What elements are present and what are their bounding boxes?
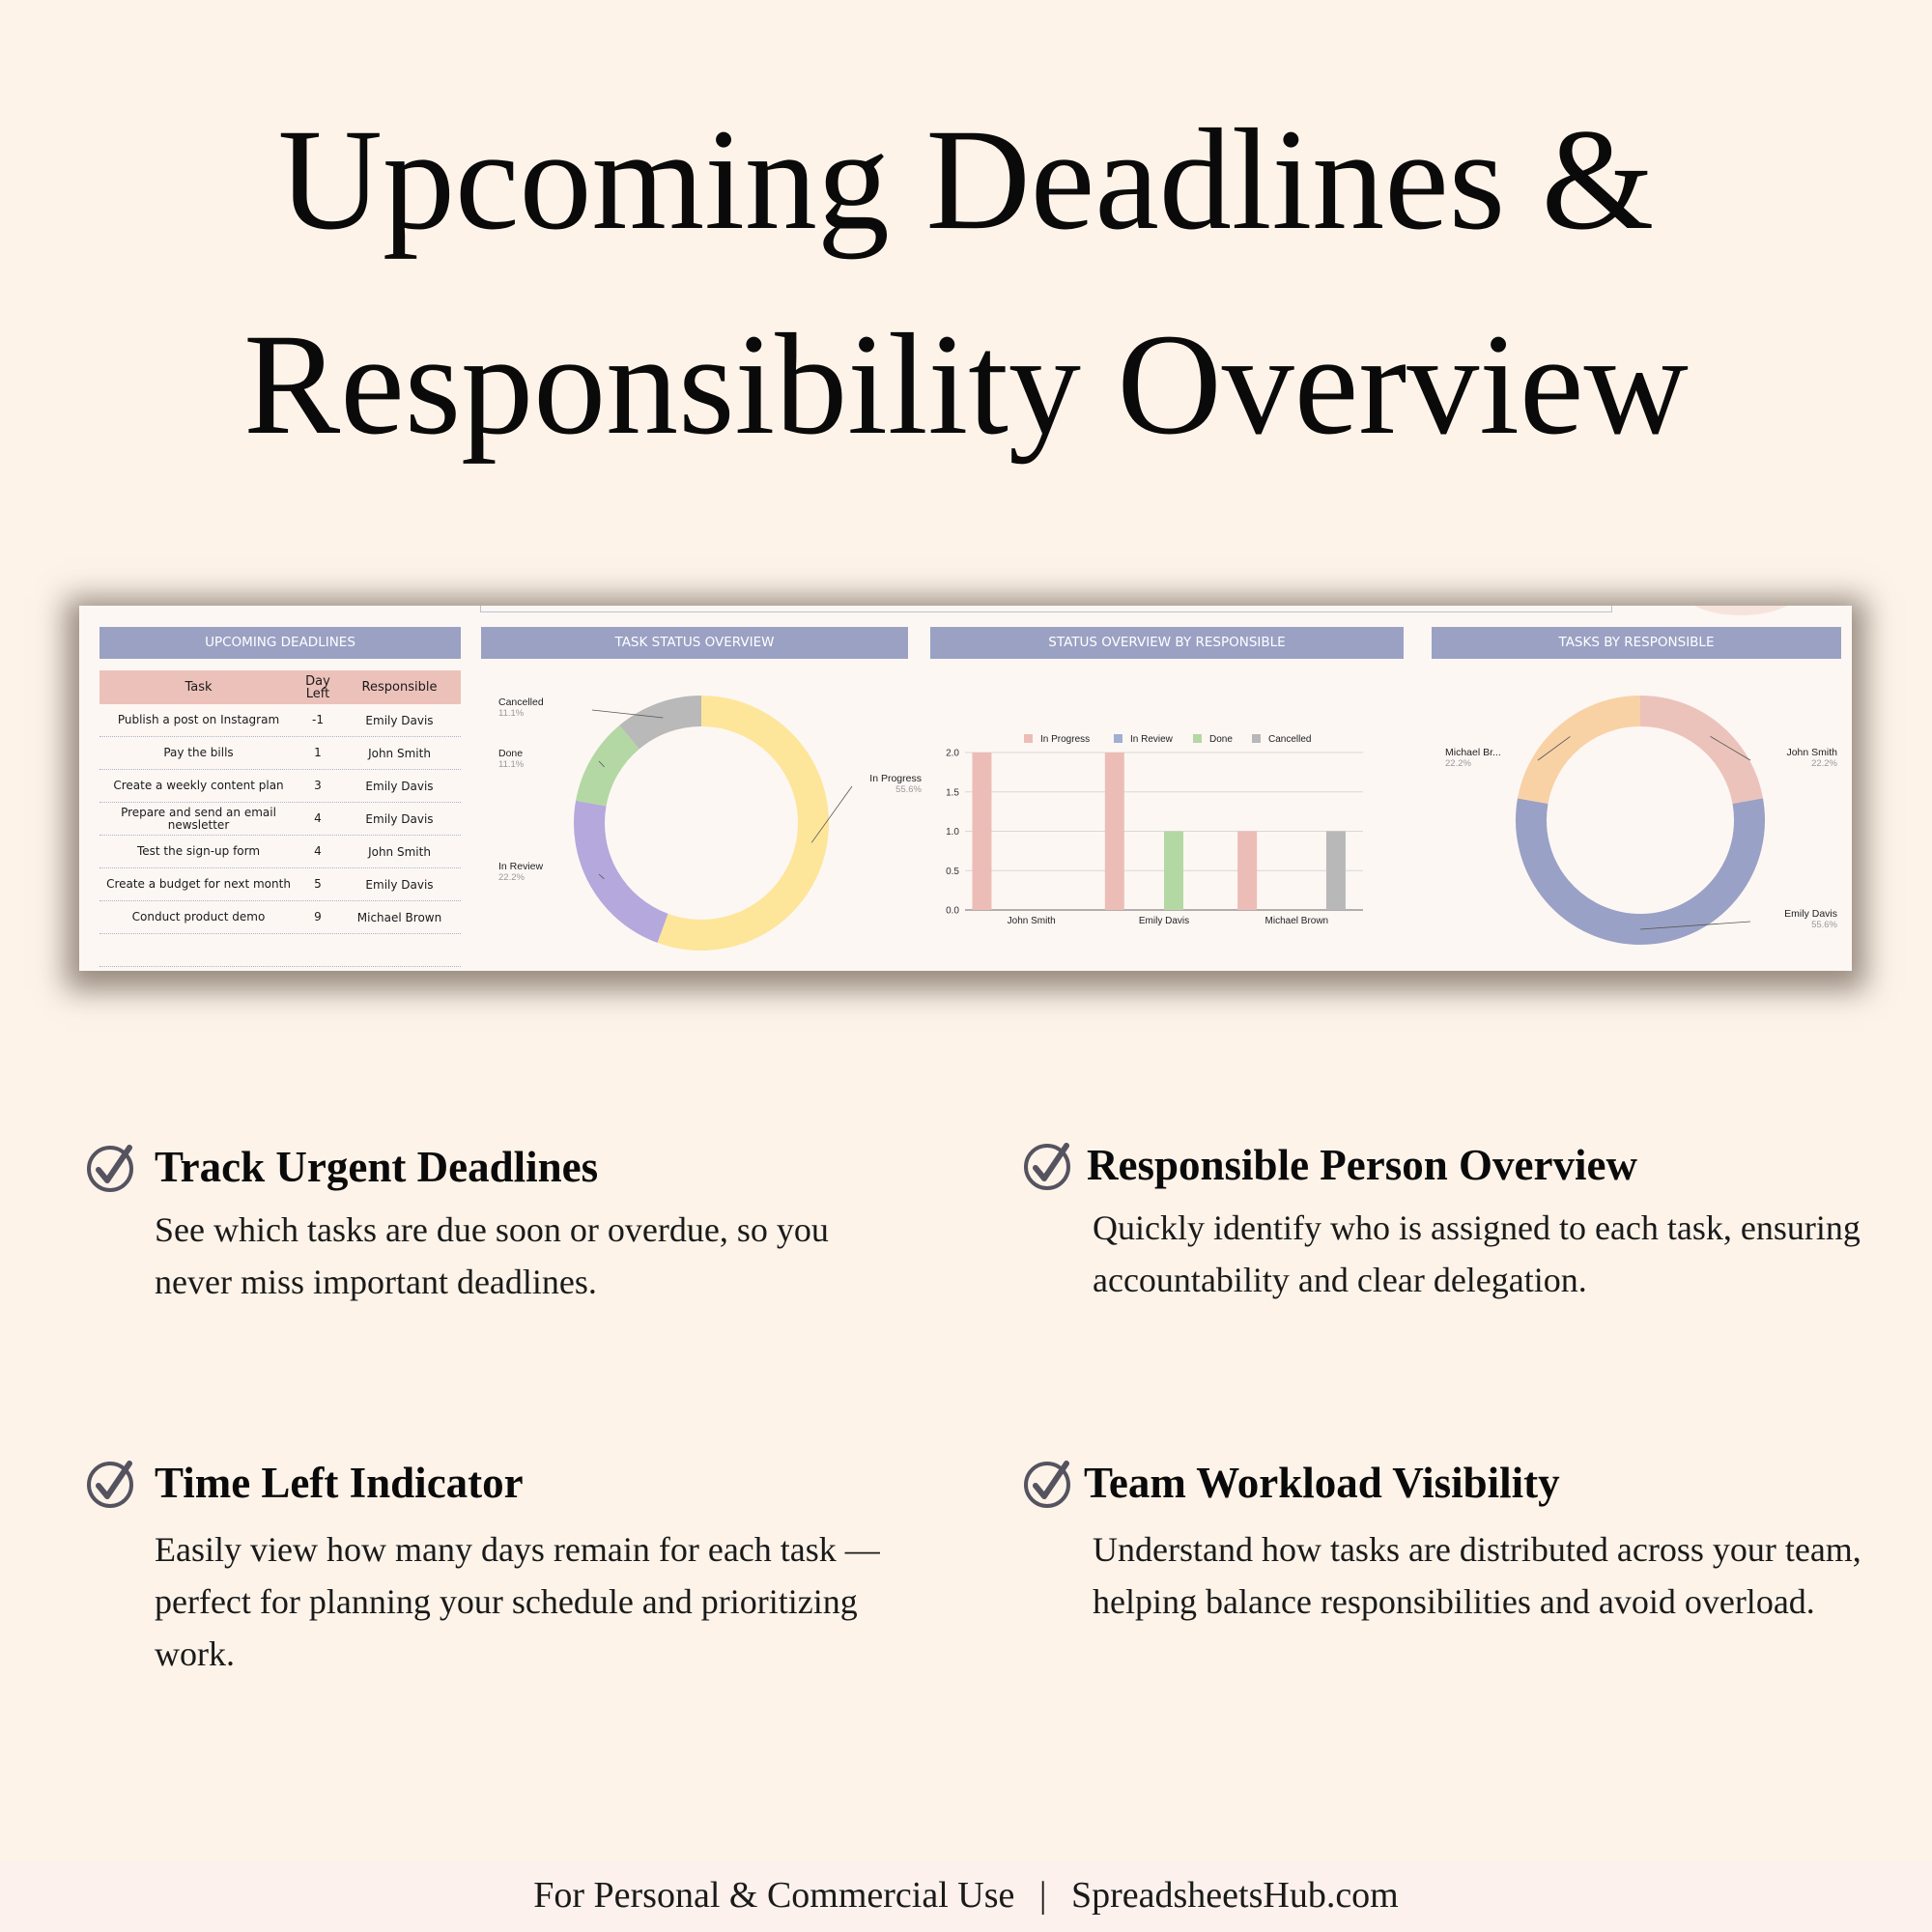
footer-separator: | [1038, 1875, 1047, 1916]
check-circle-icon [1022, 1142, 1072, 1192]
donut-label: Michael Br... [1445, 747, 1501, 758]
cell-task: Create a budget for next month [106, 877, 291, 891]
donut-value-label: 11.1% [498, 759, 525, 770]
donut-label: In Review [498, 861, 544, 872]
task-status-donut-chart [481, 664, 922, 963]
table-row [99, 901, 461, 934]
donut-label: John Smith [1786, 747, 1837, 758]
footer-website-link[interactable]: SpreadsheetsHub.com [1070, 1875, 1399, 1916]
cell-days-left: 4 [314, 811, 322, 825]
cell-responsible: John Smith [368, 746, 431, 760]
cell-responsible: Emily Davis [365, 779, 434, 793]
footer-usage-text: For Personal & Commercial Use [533, 1875, 1015, 1916]
legend-swatch [1024, 734, 1033, 743]
donut-label: Done [498, 748, 524, 759]
panel-header-tasks-by-responsible: TASKS BY RESPONSIBLE [1432, 627, 1841, 659]
donut-slice [589, 804, 663, 928]
cell-responsible: Michael Brown [356, 910, 442, 924]
cell-responsible: Emily Davis [365, 877, 434, 892]
cell-task: Prepare and send an email newsletter [121, 805, 276, 832]
feature-title: Team Workload Visibility [1084, 1459, 1560, 1507]
panel-header-task-status: TASK STATUS OVERVIEW [481, 627, 908, 659]
donut-label: In Progress [869, 773, 922, 784]
decorative-blob [1683, 606, 1799, 615]
feature-team-workload-visibility [1022, 1456, 1891, 1697]
cell-days-left: 9 [314, 910, 322, 923]
legend-label: In Progress [1040, 734, 1091, 745]
cell-task: Create a weekly content plan [113, 779, 284, 792]
bar [1164, 832, 1183, 911]
dashboard-top-frame [480, 606, 1612, 612]
status-by-responsible-bar-chart [930, 664, 1404, 963]
cell-task: Publish a post on Instagram [117, 713, 280, 726]
table-row [99, 737, 461, 770]
donut-value-label: 55.6% [895, 784, 922, 795]
legend-swatch [1252, 734, 1261, 743]
donut-value-label: 11.1% [498, 708, 525, 719]
table-row [99, 704, 461, 737]
donut-value-label: 55.6% [1811, 920, 1837, 930]
y-tick-label: 1.0 [946, 827, 959, 838]
headline-line-2: Responsibility Overview [243, 304, 1689, 465]
feature-description: Easily view how many days remain for each task — perfect for planning your schedule and prioritizing work. [155, 1530, 880, 1673]
footer [0, 1861, 1932, 1932]
feature-description: Quickly identify who is assigned to each task, ensuring accountability and clear delegation. [1093, 1208, 1861, 1299]
donut-label: Cancelled [498, 696, 544, 708]
table-row [99, 803, 461, 836]
feature-description: Understand how tasks are distributed across your team, helping balance responsibilities and avoid overload. [1093, 1530, 1861, 1621]
feature-title: Track Urgent Deadlines [155, 1143, 599, 1191]
legend-label: In Review [1130, 734, 1173, 745]
page-headline [0, 77, 1932, 487]
donut-value-label: 22.2% [1811, 758, 1837, 769]
dashboard-preview [79, 606, 1852, 971]
cell-days-left: 1 [314, 746, 322, 759]
table-header [99, 670, 461, 704]
x-tick-label: Michael Brown [1264, 916, 1329, 926]
headline-line-1: Upcoming Deadlines & [277, 99, 1655, 260]
donut-slice [1531, 801, 1749, 929]
cell-task: Pay the bills [163, 746, 234, 759]
feature-time-left-indicator [85, 1456, 916, 1697]
x-tick-label: John Smith [1007, 916, 1056, 926]
y-tick-label: 2.0 [946, 748, 959, 759]
y-tick-label: 1.5 [946, 787, 959, 799]
cell-days-left: 4 [314, 844, 322, 858]
table-row-empty [99, 934, 461, 967]
legend-swatch [1114, 734, 1122, 743]
bar [972, 753, 991, 910]
y-tick-label: 0.0 [946, 905, 959, 917]
panel-header-status-by-responsible: STATUS OVERVIEW BY RESPONSIBLE [930, 627, 1404, 659]
check-circle-icon [85, 1460, 135, 1510]
feature-title: Responsible Person Overview [1087, 1141, 1637, 1189]
col-header-responsible: Responsible [361, 680, 438, 695]
cell-task: Test the sign-up form [136, 844, 261, 858]
deadlines-table [99, 670, 461, 967]
donut-slice [591, 737, 630, 804]
donut-label: Emily Davis [1784, 908, 1837, 920]
cell-task: Conduct product demo [131, 910, 266, 923]
bar [1237, 832, 1257, 911]
feature-title: Time Left Indicator [155, 1459, 524, 1507]
donut-slice [1533, 711, 1640, 801]
col-header-task: Task [185, 680, 213, 695]
x-tick-label: Emily Davis [1138, 916, 1190, 926]
cell-responsible: Emily Davis [365, 713, 434, 727]
check-circle-icon [85, 1144, 135, 1194]
bar [1105, 753, 1124, 910]
check-circle-icon [1022, 1460, 1072, 1510]
donut-value-label: 22.2% [1445, 758, 1471, 769]
col-header-days-left: Day Left [305, 673, 330, 701]
donut-slice [663, 711, 813, 935]
donut-slice [1640, 711, 1747, 801]
cell-responsible: Emily Davis [365, 811, 434, 826]
feature-track-urgent-deadlines [85, 1140, 916, 1333]
cell-responsible: John Smith [368, 844, 431, 859]
y-tick-label: 0.5 [946, 866, 959, 877]
cell-days-left: 3 [314, 779, 322, 792]
table-row [99, 836, 461, 868]
feature-responsible-person-overview [1022, 1138, 1891, 1331]
bar [1326, 832, 1346, 911]
tasks-by-responsible-donut-chart [1432, 664, 1841, 963]
feature-description: See which tasks are due soon or overdue, so you never miss important deadlines. [155, 1210, 829, 1301]
donut-value-label: 22.2% [498, 872, 525, 883]
legend-swatch [1193, 734, 1202, 743]
cell-days-left: -1 [312, 713, 324, 726]
legend-label: Done [1209, 734, 1233, 745]
legend-label: Cancelled [1268, 734, 1312, 745]
cell-days-left: 5 [314, 877, 322, 891]
table-row [99, 868, 461, 901]
panel-header-upcoming-deadlines: UPCOMING DEADLINES [99, 627, 461, 659]
table-row [99, 770, 461, 803]
